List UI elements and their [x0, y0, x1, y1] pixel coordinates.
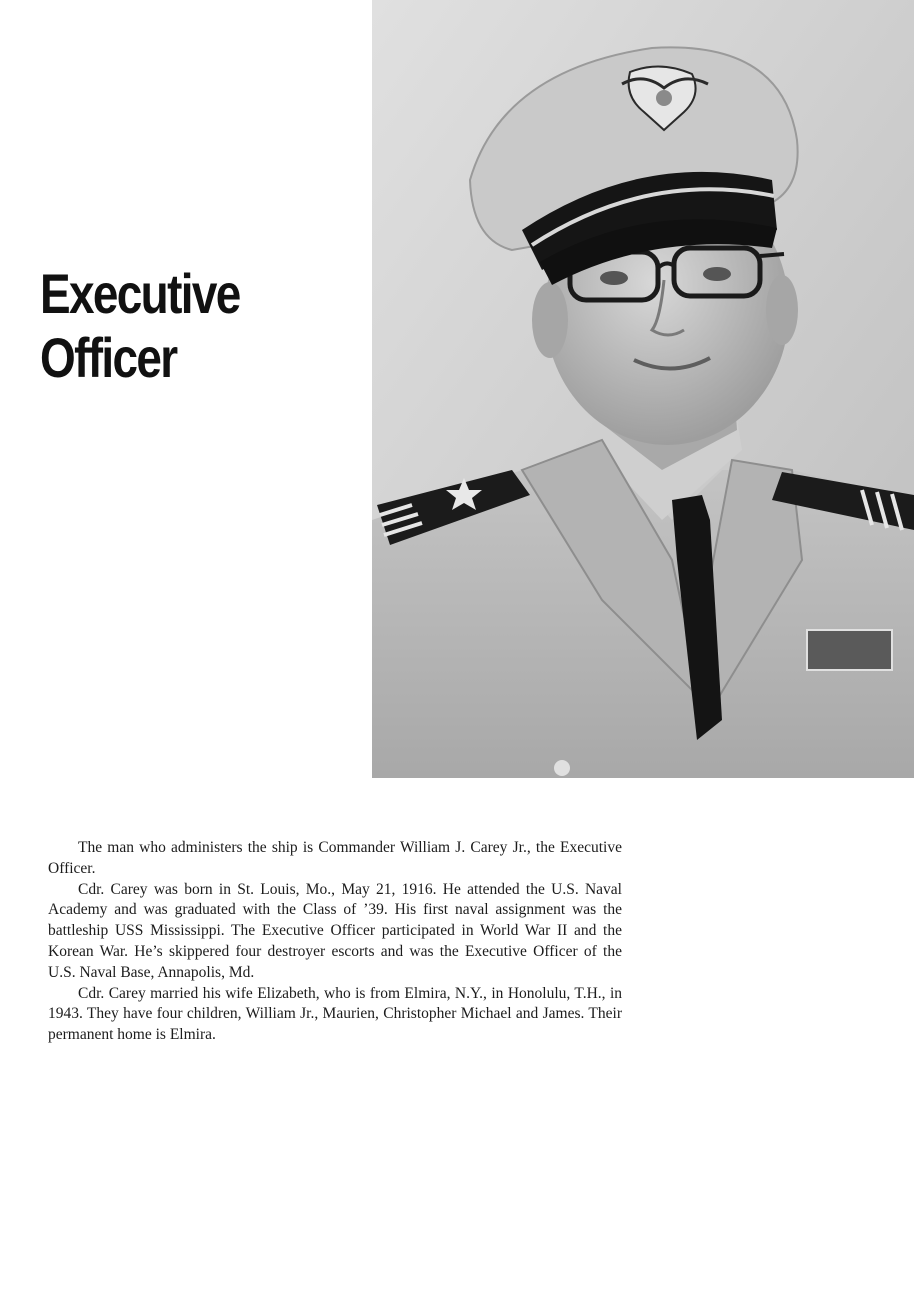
ribbon-bar: [807, 630, 892, 670]
bio-paragraph-2: Cdr. Carey was born in St. Louis, Mo., May 21, 1916. He attended the U.S. Naval Academy and was graduated with the Class of ’39. His first naval assignment was the battleship USS Mississippi. The Executive Officer participated in World War II and the Korean War. He’s skippered four destroyer escorts and was the Executive Officer of the U.S. Naval Base, Annapolis, Md.: [48, 880, 622, 981]
bio-paragraph-1: The man who administers the ship is Commander William J. Carey Jr., the Executive Officer.: [48, 839, 622, 877]
ear-left: [532, 282, 568, 358]
portrait-illustration: [372, 0, 914, 778]
portrait-photo: [372, 0, 914, 778]
page-title-line-1: Executive: [40, 262, 240, 325]
ear-right: [766, 275, 798, 345]
page-title: [40, 262, 286, 390]
bio-paragraph-3: Cdr. Carey married his wife Elizabeth, who is from Elmira, N.Y., in Honolulu, T.H., in 1943. They have four children, William Jr., Maurien, Christopher Michael and James. Their permanent home is Elmira.: [48, 984, 622, 1044]
eye-left: [600, 271, 628, 285]
eye-right: [703, 267, 731, 281]
page-title-line-2: Officer: [40, 326, 177, 389]
biography-text: [48, 838, 622, 1046]
coat-button: [554, 760, 570, 776]
